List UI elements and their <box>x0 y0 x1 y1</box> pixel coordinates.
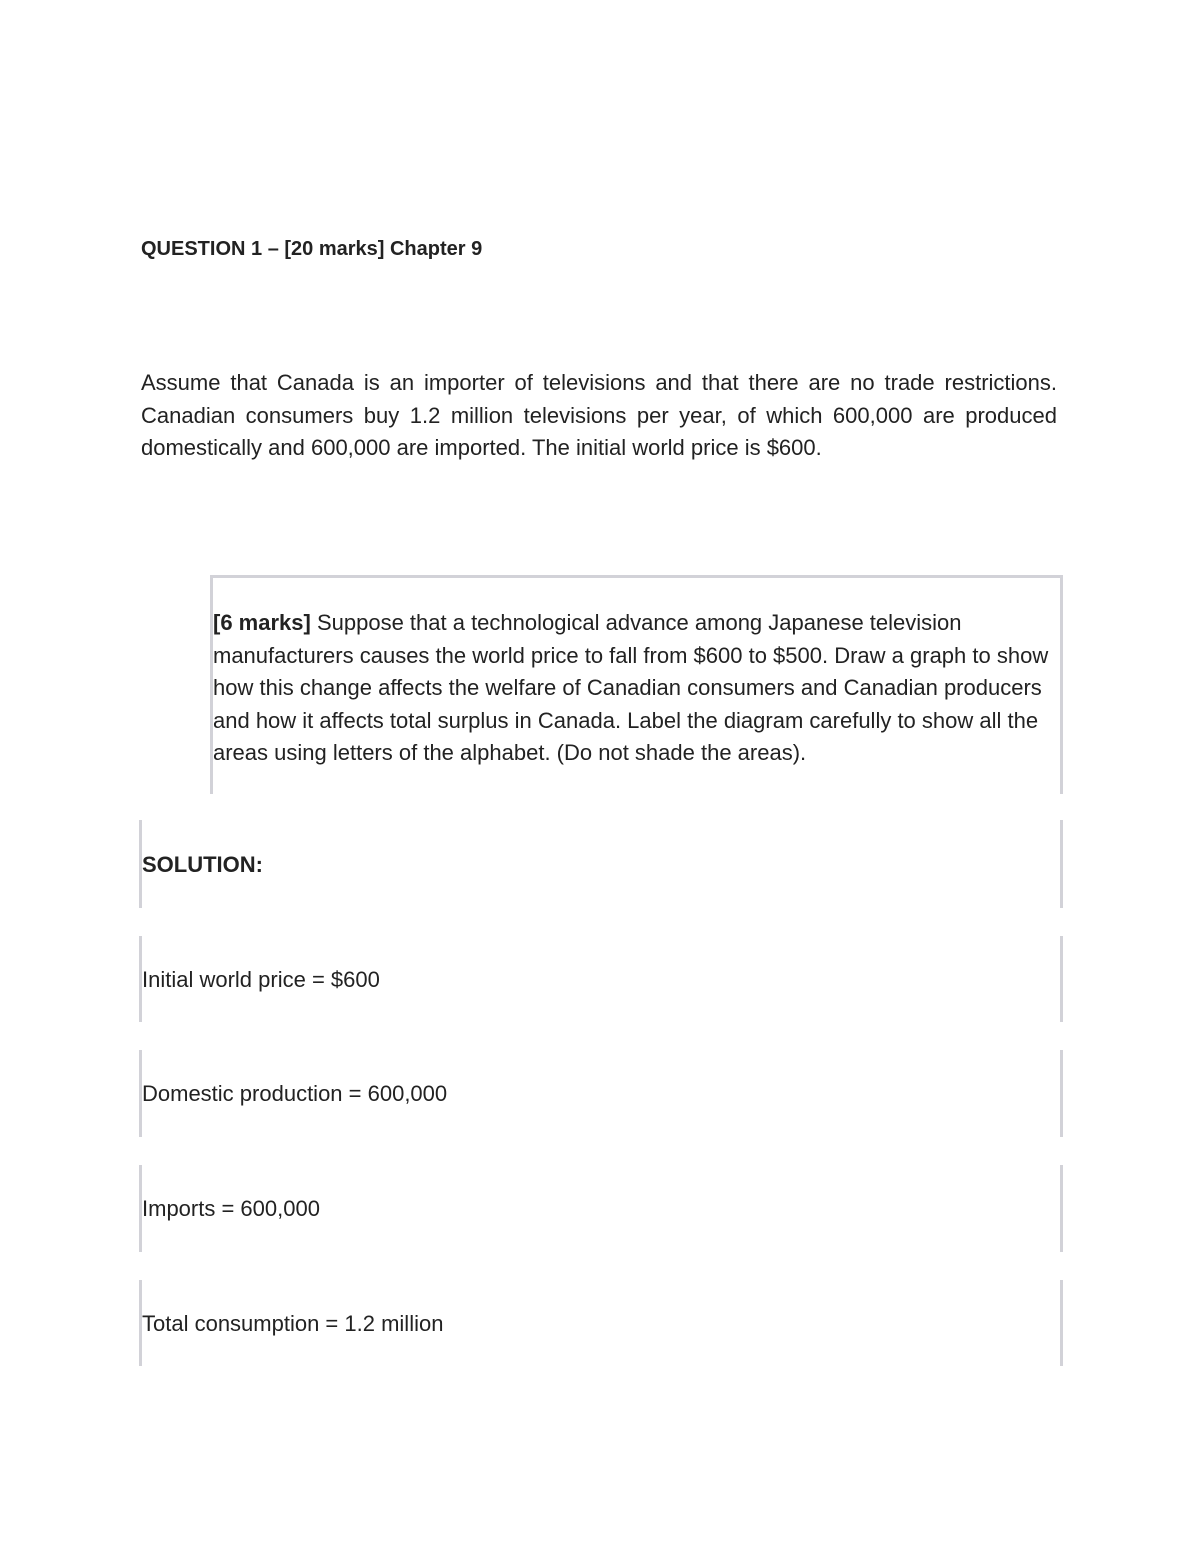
solution-line: Domestic production = 600,000 <box>142 1081 448 1106</box>
solution-title: SOLUTION: <box>142 852 263 877</box>
task-marks: [6 marks] <box>213 610 311 635</box>
question-heading: QUESTION 1 – [20 marks] Chapter 9 <box>141 238 483 260</box>
solution-title-row <box>139 820 1063 908</box>
solution-line-row <box>139 936 1063 1022</box>
task-text <box>213 607 1058 770</box>
solution-line-row <box>139 1050 1063 1137</box>
solution-line-row <box>139 1165 1063 1252</box>
task-box <box>210 575 1063 794</box>
question-intro: Assume that Canada is an importer of televisions and that there are no trade restrictions. Canadian consumers buy 1.2 million televisions per year, of which 600,000 are produced domestically and 600,000 are imported. The initial world price is $600. <box>141 370 1057 460</box>
solution-line: Imports = 600,000 <box>142 1196 320 1221</box>
solution-line: Initial world price = $600 <box>142 967 380 992</box>
solution-line: Total consumption = 1.2 million <box>142 1311 444 1336</box>
solution-line-row <box>139 1280 1063 1366</box>
task-description: Suppose that a technological advance among Japanese television manufacturers causes the world price to fall from $600 to $500. Draw a graph to show how this change affects the welfare of Canadian consumers and Canadian producers and how it affects total surplus in Canada. Label the diagram carefully to show all the areas using letters of the alphabet. (Do not shade the areas). <box>213 610 1049 765</box>
